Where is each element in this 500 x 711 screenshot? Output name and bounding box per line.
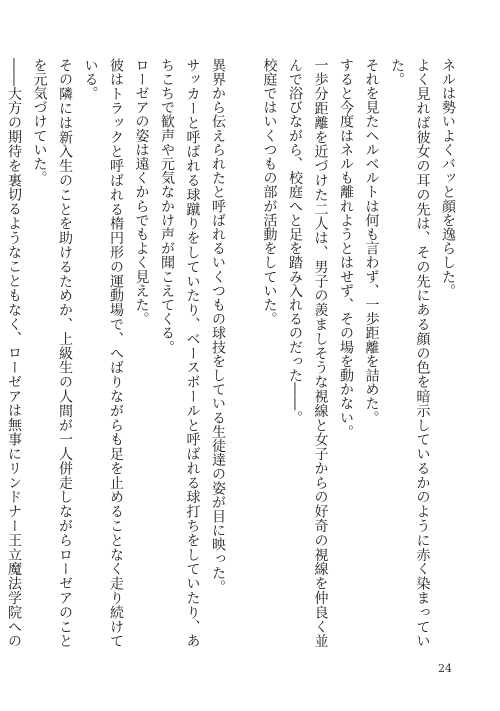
paragraph: 校庭ではいくつもの部が活動をしていた。 — [261, 58, 278, 326]
paragraph: よく見れば彼女の耳の先は、その先にある顔の色を暗示しているかのように赤く染まっていた。 — [389, 58, 431, 648]
paragraph: ――大方の期待を裏切るようなこともなく、ローゼアは無事にリンドナー王立魔法学院への — [6, 58, 22, 648]
paragraph: 彼はトラックと呼ばれる楕円形の運動場で、へばりながらも足を止めることなく走り続けている。 — [82, 58, 124, 648]
paragraph: すると今度はネルも離れようとはせず、その場を動かない。 — [338, 58, 354, 439]
page-number: 24 — [438, 662, 452, 675]
paragraph: その隣には新入生のことを助けるためか、上級生の人間が一人併走しながらローゼアのことを元気づけていた。 — [31, 58, 73, 648]
paragraph: 異界から伝えられたと呼ばれるいくつもの球技をしている生徒達の姿が目に映った。 — [210, 58, 226, 594]
vertical-text-body — [6, 58, 460, 648]
paragraph: それを見たヘルベルトは何も言わず、一歩距離を詰めた。 — [363, 58, 380, 425]
paragraph: 一歩分距離を近づけた二人は、男子の羨ましそうな視線と女子からの好奇の視線を仲良く並んで浴びながら、校庭へと足を踏み入れるのだった――。 — [287, 58, 329, 648]
paragraph: ローゼアの姿は遠くからでもよく見えた。 — [133, 58, 150, 326]
paragraph: ネルは勢いよくバッと顔を逸らした。 — [440, 58, 456, 298]
paragraph: サッカーと呼ばれる球蹴りをしていたり、ベースボールと呼ばれる球打ちをしていたり、あちこちで歓声や元気なかけ声が聞こえてくる。 — [159, 58, 201, 648]
